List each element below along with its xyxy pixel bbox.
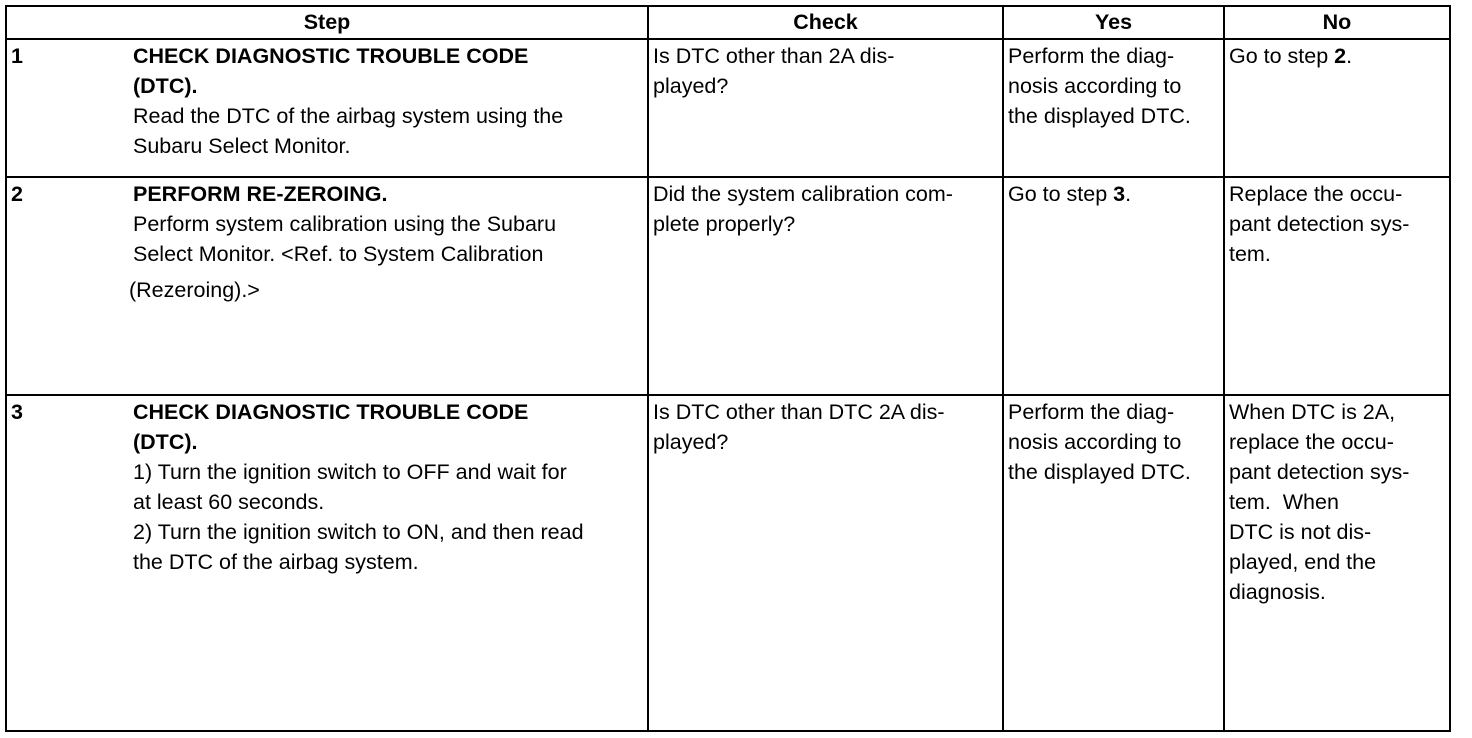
no-line: diagnosis. xyxy=(1229,580,1326,604)
goto-step-number: 3 xyxy=(1113,182,1126,206)
table-row xyxy=(6,39,1450,177)
yes-line: Perform the diag- xyxy=(1008,44,1175,68)
check-line: played? xyxy=(653,430,729,454)
no-line: Replace the occu- xyxy=(1229,182,1403,206)
no-line: pant detection sys- xyxy=(1229,212,1410,236)
step-desc-line: 2) Turn the ignition switch to ON, and then read xyxy=(133,520,584,544)
step-body xyxy=(133,397,643,577)
no-line: tem. xyxy=(1229,242,1271,266)
step-title-line: (DTC). xyxy=(133,74,198,98)
step-body xyxy=(129,179,643,305)
step-desc-line: Read the DTC of the airbag system using the xyxy=(133,104,564,128)
header-step: Step xyxy=(6,6,648,39)
step-desc-line: Perform system calibration using the Subaru xyxy=(133,212,557,236)
step-cell xyxy=(6,39,648,177)
step-desc-line: at least 60 seconds. xyxy=(133,490,325,514)
yes-line: nosis according to xyxy=(1008,74,1182,98)
no-line: DTC is not dis- xyxy=(1229,520,1372,544)
table-row xyxy=(6,177,1450,395)
step-number: 2 xyxy=(11,182,23,206)
step-body xyxy=(133,41,643,161)
check-cell xyxy=(648,177,1003,395)
no-cell xyxy=(1224,177,1450,395)
no-line xyxy=(1229,41,1445,71)
table-row xyxy=(6,395,1450,731)
step-number: 1 xyxy=(11,44,23,68)
yes-line: nosis according to xyxy=(1008,430,1182,454)
step-title-line: CHECK DIAGNOSTIC TROUBLE CODE xyxy=(133,400,529,424)
check-cell xyxy=(648,395,1003,731)
step-title-line: CHECK DIAGNOSTIC TROUBLE CODE xyxy=(133,44,529,68)
yes-cell xyxy=(1003,39,1224,177)
step-desc-line: Select Monitor. <Ref. to System Calibration xyxy=(133,242,544,266)
no-line: replace the occu- xyxy=(1229,430,1394,454)
goto-prefix: Go to step xyxy=(1229,44,1335,68)
header-no: No xyxy=(1224,6,1450,39)
step-cell xyxy=(6,177,648,395)
yes-line: Perform the diag- xyxy=(1008,400,1175,424)
check-line: plete properly? xyxy=(653,212,796,236)
yes-cell xyxy=(1003,177,1224,395)
goto-suffix: . xyxy=(1346,44,1353,68)
yes-line: the displayed DTC. xyxy=(1008,460,1191,484)
check-line: Is DTC other than DTC 2A dis- xyxy=(653,400,945,424)
header-check: Check xyxy=(648,6,1003,39)
goto-suffix: . xyxy=(1125,182,1132,206)
check-line: Is DTC other than 2A dis- xyxy=(653,44,895,68)
no-cell xyxy=(1224,395,1450,731)
header-row xyxy=(6,6,1450,39)
no-cell xyxy=(1224,39,1450,177)
goto-prefix: Go to step xyxy=(1008,182,1114,206)
no-line: pant detection sys- xyxy=(1229,460,1410,484)
no-line: tem. When xyxy=(1229,490,1339,514)
step-desc-line: Subaru Select Monitor. xyxy=(133,134,351,158)
check-line: played? xyxy=(653,74,729,98)
step-desc-line: the DTC of the airbag system. xyxy=(133,550,419,574)
step-title-line: PERFORM RE-ZEROING. xyxy=(133,182,388,206)
step-title-line: (DTC). xyxy=(133,430,198,454)
step-number: 3 xyxy=(11,400,23,424)
yes-line: the displayed DTC. xyxy=(1008,104,1191,128)
no-line: When DTC is 2A, xyxy=(1229,400,1396,424)
yes-cell xyxy=(1003,395,1224,731)
reference-link[interactable]: (Rezeroing).> xyxy=(129,278,260,302)
diagnostic-table xyxy=(5,5,1451,732)
goto-step-number: 2 xyxy=(1334,44,1347,68)
header-yes: Yes xyxy=(1003,6,1224,39)
step-cell xyxy=(6,395,648,731)
check-line: Did the system calibration com- xyxy=(653,182,953,206)
yes-line xyxy=(1008,179,1219,209)
step-desc-line: 1) Turn the ignition switch to OFF and wait for xyxy=(133,460,567,484)
no-line: played, end the xyxy=(1229,550,1377,574)
check-cell xyxy=(648,39,1003,177)
